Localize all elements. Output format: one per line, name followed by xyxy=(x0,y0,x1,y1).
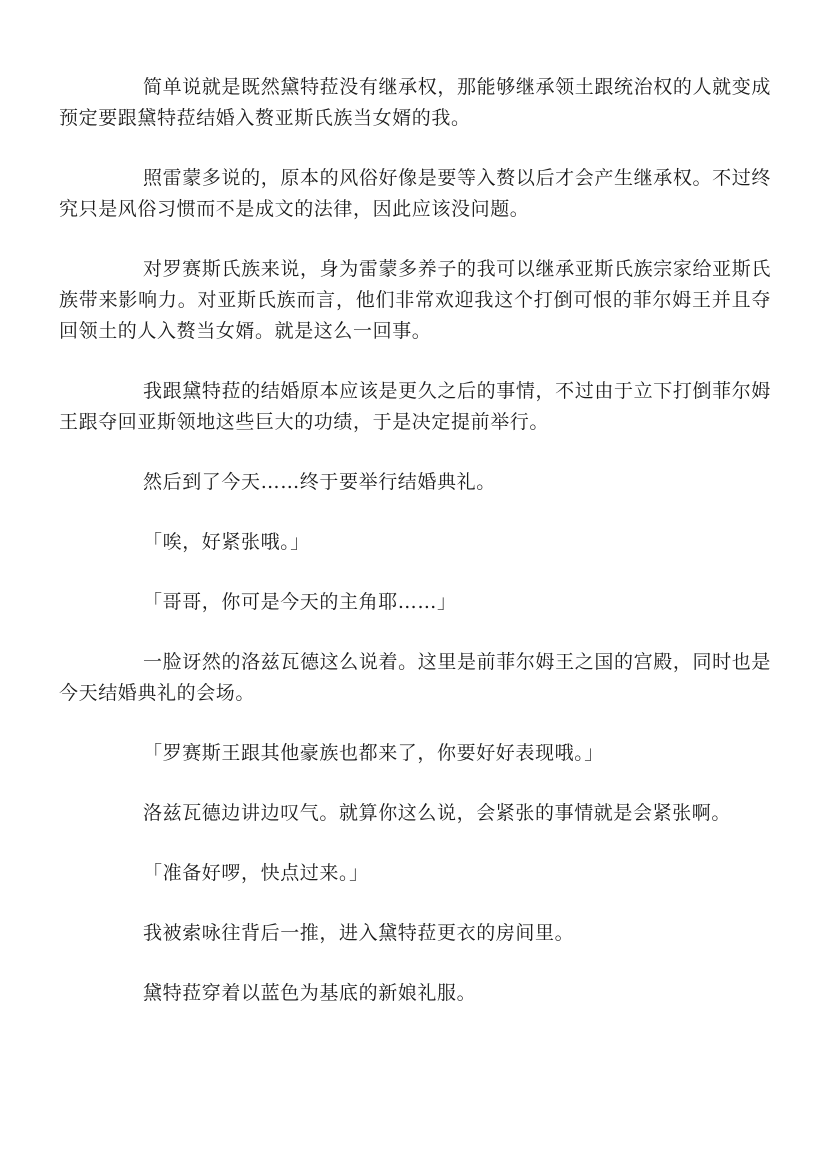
paragraph: 照雷蒙多说的，原本的风俗好像是要等入赘以后才会产生继承权。不过终究只是风俗习惯而不是成文的法律，因此应该没问题。 xyxy=(59,167,771,220)
paragraph: 简单说就是既然黛特菈没有继承权，那能够继承领土跟统治权的人就变成预定要跟黛特菈结婚入赘亚斯氏族当女婿的我。 xyxy=(59,76,771,129)
paragraph: 黛特菈穿着以蓝色为基底的新娘礼服。 xyxy=(143,982,477,1004)
dialogue-line: 「罗赛斯王跟其他豪族也都来了，你要好好表现哦。」 xyxy=(143,742,604,764)
document-page xyxy=(59,72,771,1038)
dialogue-line: 「唉，好紧张哦。」 xyxy=(143,531,310,553)
paragraph: 对罗赛斯氏族来说，身为雷蒙多养子的我可以继承亚斯氏族宗家给亚斯氏族带来影响力。对亚斯氏族而言，他们非常欢迎我这个打倒可恨的菲尔姆王并且夺回领土的人入赘当女婿。就是这么一回事。 xyxy=(59,258,771,342)
paragraph: 我跟黛特菈的结婚原本应该是更久之后的事情，不过由于立下打倒菲尔姆王跟夺回亚斯领地这些巨大的功绩，于是决定提前举行。 xyxy=(59,380,771,433)
paragraph: 我被索咏往背后一推，进入黛特菈更衣的房间里。 xyxy=(143,922,575,944)
paragraph: 然后到了今天……终于要举行结婚典礼。 xyxy=(143,471,496,493)
dialogue-line: 「准备好啰，快点过来。」 xyxy=(143,862,369,884)
paragraph: 洛兹瓦德边讲边叹气。就算你这么说，会紧张的事情就是会紧张啊。 xyxy=(143,802,732,824)
dialogue-line: 「哥哥，你可是今天的主角耶……」 xyxy=(143,591,457,613)
paragraph: 一脸讶然的洛兹瓦德这么说着。这里是前菲尔姆王之国的宫殿，同时也是今天结婚典礼的会场。 xyxy=(59,651,771,704)
